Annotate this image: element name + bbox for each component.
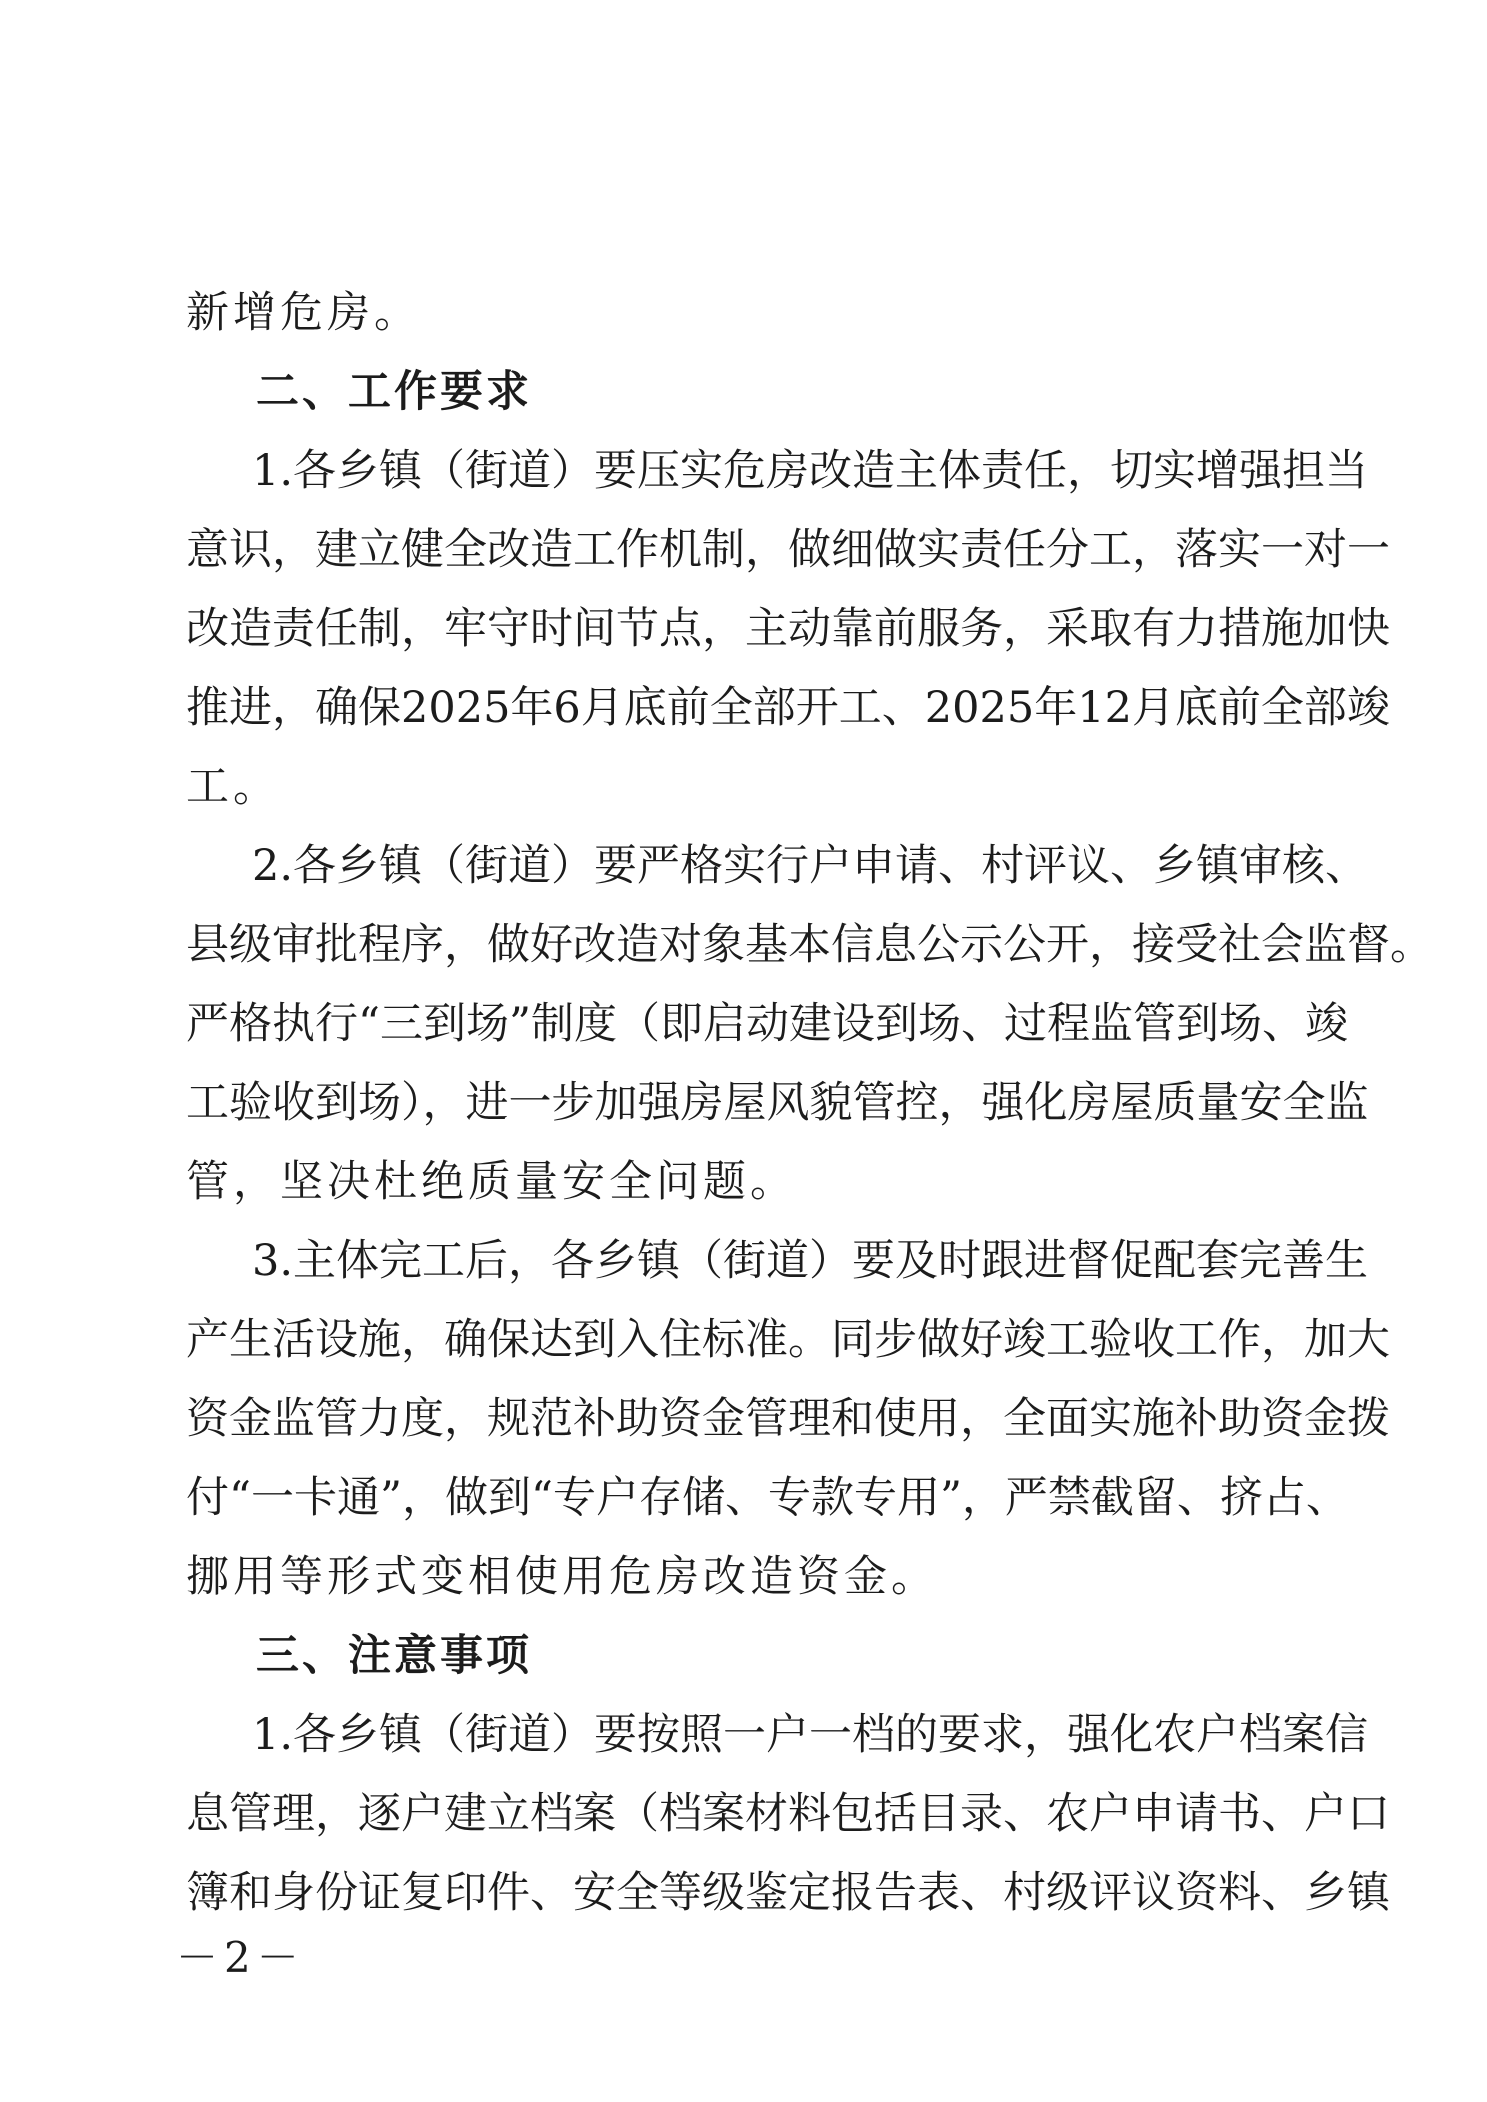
paragraph-line: 推进，确保2025年6月底前全部开工、2025年12月底前全部竣 xyxy=(186,683,1390,733)
paragraph-line: 县级审批程序，做好改造对象基本信息公示公开，接受社会监督。 xyxy=(186,920,1433,970)
section-heading-notes: 三、注意事项 xyxy=(256,1631,532,1681)
paragraph-line: 产生活设施，确保达到入住标准。同步做好竣工验收工作，加大 xyxy=(186,1315,1390,1365)
paragraph-line: 3.主体完工后，各乡镇（街道）要及时跟进督促配套完善生 xyxy=(252,1236,1369,1286)
paragraph-line: 1.各乡镇（街道）要按照一户一档的要求，强化农户档案信 xyxy=(252,1710,1369,1760)
section-heading-work-requirements: 二、工作要求 xyxy=(256,367,532,417)
paragraph-line: 改造责任制，牢守时间节点，主动靠前服务，采取有力措施加快 xyxy=(186,604,1390,654)
paragraph-line: 管，坚决杜绝质量安全问题。 xyxy=(186,1157,797,1207)
paragraph-line: 挪用等形式变相使用危房改造资金。 xyxy=(186,1552,938,1602)
paragraph-line: 簿和身份证复印件、安全等级鉴定报告表、村级评议资料、乡镇 xyxy=(186,1868,1390,1918)
paragraph-line: 付“一卡通”，做到“专户存储、专款专用”，严禁截留、挤占、 xyxy=(186,1473,1349,1523)
paragraph-line: 严格执行“三到场”制度（即启动建设到场、过程监管到场、竣 xyxy=(186,999,1348,1049)
paragraph-continuation-line: 新增危房。 xyxy=(186,288,421,338)
paragraph-line: 1.各乡镇（街道）要压实危房改造主体责任，切实增强担当 xyxy=(252,446,1369,496)
paragraph-line: 工验收到场），进一步加强房屋风貌管控，强化房屋质量安全监 xyxy=(186,1078,1369,1128)
paragraph-line: 工。 xyxy=(186,762,280,812)
page-number: －2－ xyxy=(176,1933,305,1982)
paragraph-line: 资金监管力度，规范补助资金管理和使用，全面实施补助资金拨 xyxy=(186,1394,1390,1444)
paragraph-line: 息管理，逐户建立档案（档案材料包括目录、农户申请书、户口 xyxy=(186,1789,1390,1839)
paragraph-line: 2.各乡镇（街道）要严格实行户申请、村评议、乡镇审核、 xyxy=(252,841,1369,891)
paragraph-line: 意识，建立健全改造工作机制，做细做实责任分工，落实一对一 xyxy=(186,525,1390,575)
